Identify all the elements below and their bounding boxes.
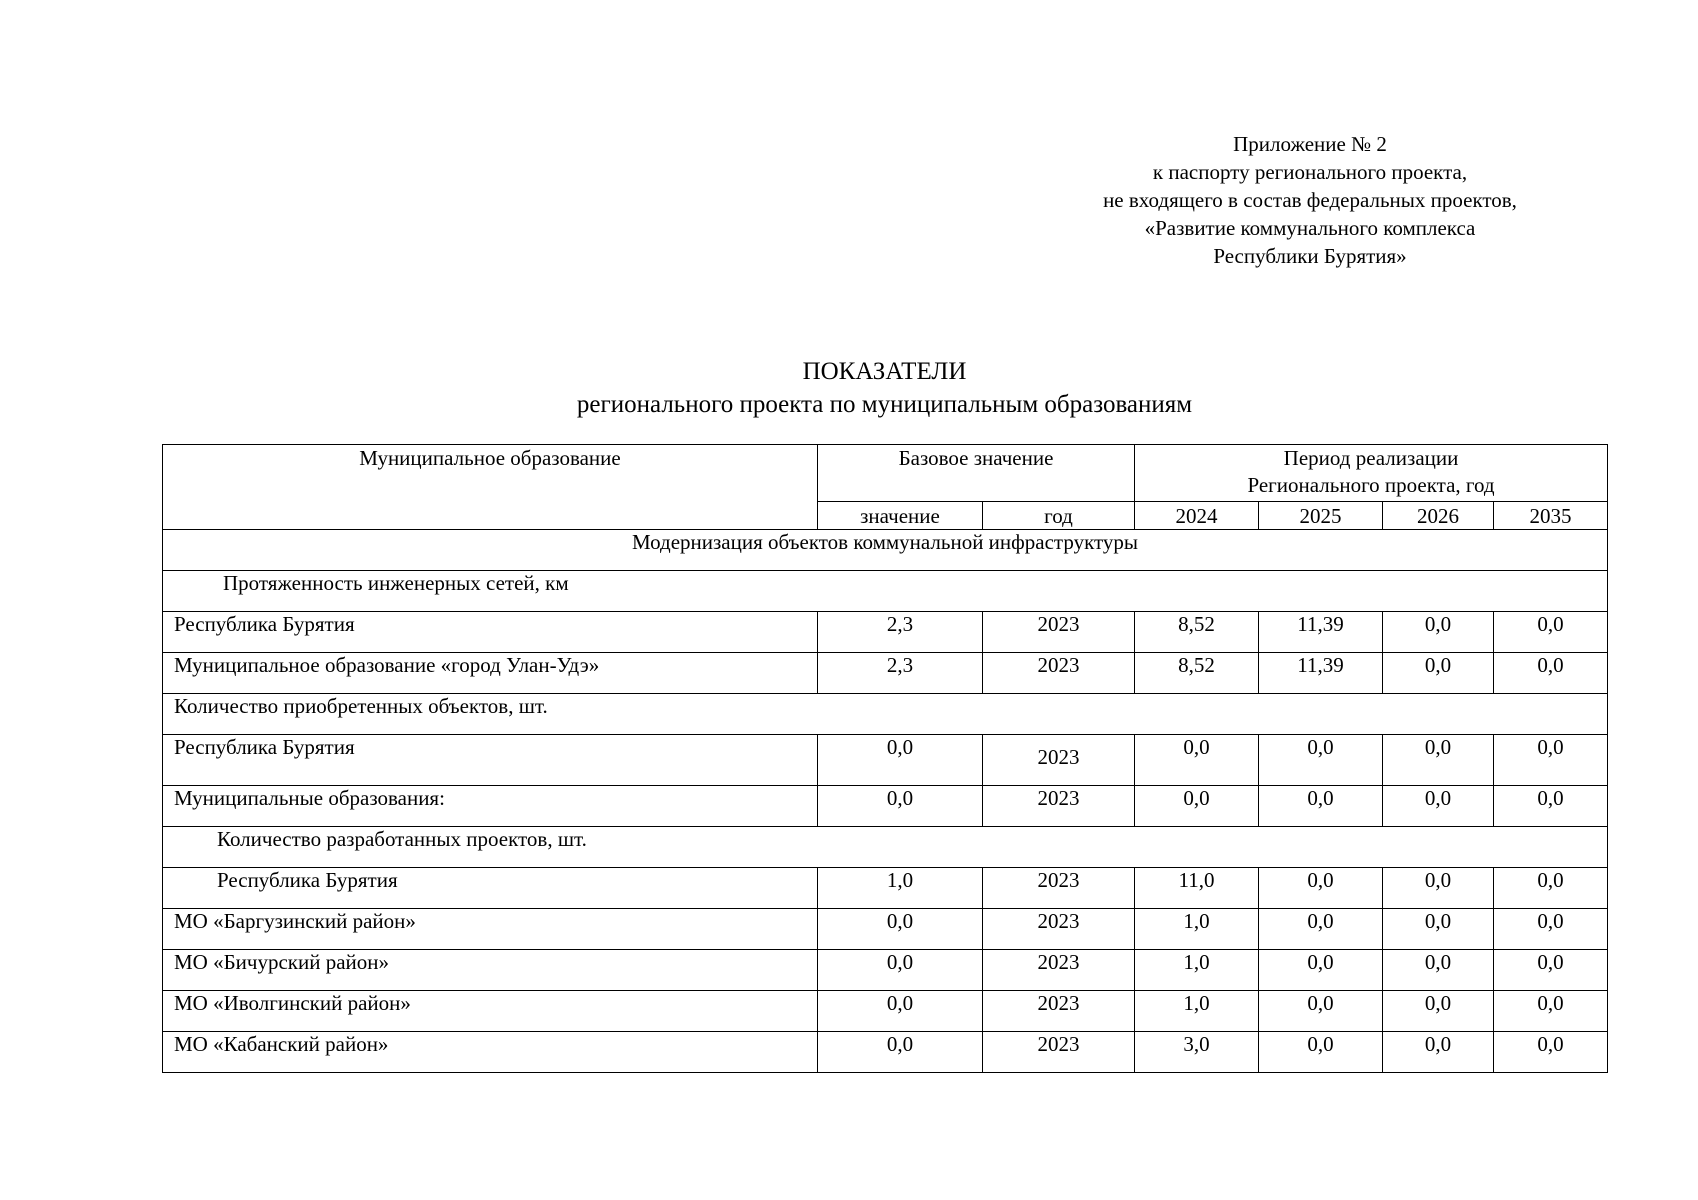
appendix-line: Приложение № 2 bbox=[1233, 132, 1387, 156]
cell-base-value: 0,0 bbox=[818, 991, 983, 1032]
indicators-table bbox=[162, 444, 1608, 1073]
cell-2035: 0,0 bbox=[1494, 735, 1608, 786]
cell-2024: 1,0 bbox=[1135, 909, 1259, 950]
table-row bbox=[163, 612, 1608, 653]
table-row bbox=[163, 786, 1608, 827]
cell-base-value: 0,0 bbox=[818, 909, 983, 950]
cell-2024: 0,0 bbox=[1135, 735, 1259, 786]
header-year-2026: 2026 bbox=[1383, 502, 1494, 530]
header-year-2025: 2025 bbox=[1259, 502, 1383, 530]
appendix-line: «Развитие коммунального комплекса bbox=[1144, 216, 1476, 240]
cell-2026: 0,0 bbox=[1383, 612, 1494, 653]
group-row bbox=[163, 571, 1608, 612]
cell-2035: 0,0 bbox=[1494, 1032, 1608, 1073]
header-year-2024: 2024 bbox=[1135, 502, 1259, 530]
cell-2026: 0,0 bbox=[1383, 909, 1494, 950]
group-title: Количество разработанных проектов, шт. bbox=[163, 827, 1608, 868]
table-row bbox=[163, 1032, 1608, 1073]
row-municipality: МО «Баргузинский район» bbox=[163, 909, 818, 950]
row-municipality: Муниципальное образование «город Улан-Удэ» bbox=[163, 653, 818, 694]
appendix-line: к паспорту регионального проекта, bbox=[1152, 160, 1468, 184]
row-municipality: МО «Бичурский район» bbox=[163, 950, 818, 991]
cell-2025: 0,0 bbox=[1259, 950, 1383, 991]
cell-2025: 0,0 bbox=[1259, 1032, 1383, 1073]
cell-base-value: 2,3 bbox=[818, 653, 983, 694]
section-title: Модернизация объектов коммунальной инфраструктуры bbox=[163, 530, 1608, 571]
appendix-block bbox=[1050, 130, 1570, 270]
group-row bbox=[163, 694, 1608, 735]
document-heading bbox=[162, 355, 1607, 421]
document-subtitle: регионального проекта по муниципальным образованиям bbox=[576, 391, 1193, 418]
cell-2025: 11,39 bbox=[1259, 653, 1383, 694]
cell-2035: 0,0 bbox=[1494, 786, 1608, 827]
header-period-line1: Период реализации bbox=[1283, 446, 1459, 470]
header-value: значение bbox=[818, 502, 983, 530]
cell-2025: 11,39 bbox=[1259, 612, 1383, 653]
cell-2035: 0,0 bbox=[1494, 868, 1608, 909]
document-title: ПОКАЗАТЕЛИ bbox=[802, 358, 967, 385]
cell-2026: 0,0 bbox=[1383, 786, 1494, 827]
cell-2025: 0,0 bbox=[1259, 786, 1383, 827]
table-row bbox=[163, 868, 1608, 909]
cell-2024: 0,0 bbox=[1135, 786, 1259, 827]
row-municipality: Республика Бурятия bbox=[163, 735, 818, 786]
cell-2025: 0,0 bbox=[1259, 868, 1383, 909]
cell-2025: 0,0 bbox=[1259, 909, 1383, 950]
table-row bbox=[163, 735, 1608, 786]
cell-base-value: 2,3 bbox=[818, 612, 983, 653]
cell-base-value: 0,0 bbox=[818, 950, 983, 991]
cell-2024: 1,0 bbox=[1135, 950, 1259, 991]
cell-base-value: 0,0 bbox=[818, 1032, 983, 1073]
row-municipality: МО «Кабанский район» bbox=[163, 1032, 818, 1073]
table-header-row bbox=[163, 445, 1608, 502]
cell-2026: 0,0 bbox=[1383, 653, 1494, 694]
cell-base-year: 2023 bbox=[983, 950, 1135, 991]
header-year-2035: 2035 bbox=[1494, 502, 1608, 530]
cell-2026: 0,0 bbox=[1383, 868, 1494, 909]
table-row bbox=[163, 991, 1608, 1032]
header-period bbox=[1135, 445, 1608, 502]
header-period-line2: Регионального проекта, год bbox=[1247, 473, 1495, 497]
cell-base-year: 2023 bbox=[983, 653, 1135, 694]
cell-base-value: 0,0 bbox=[818, 786, 983, 827]
cell-2024: 1,0 bbox=[1135, 991, 1259, 1032]
cell-2024: 11,0 bbox=[1135, 868, 1259, 909]
header-municipality: Муниципальное образование bbox=[163, 445, 818, 530]
header-year: год bbox=[983, 502, 1135, 530]
cell-base-year: 2023 bbox=[983, 1032, 1135, 1073]
cell-2025: 0,0 bbox=[1259, 991, 1383, 1032]
cell-base-year: 2023 bbox=[983, 786, 1135, 827]
cell-2025: 0,0 bbox=[1259, 735, 1383, 786]
appendix-line: Республики Бурятия» bbox=[1213, 244, 1407, 268]
cell-2026: 0,0 bbox=[1383, 950, 1494, 991]
cell-2024: 3,0 bbox=[1135, 1032, 1259, 1073]
header-base-value: Базовое значение bbox=[818, 445, 1135, 502]
appendix-line: не входящего в состав федеральных проектов, bbox=[1103, 188, 1517, 212]
cell-base-year: 2023 bbox=[983, 991, 1135, 1032]
table-row bbox=[163, 950, 1608, 991]
cell-base-year: 2023 bbox=[983, 868, 1135, 909]
group-title: Протяженность инженерных сетей, км bbox=[163, 571, 1608, 612]
cell-base-value: 1,0 bbox=[818, 868, 983, 909]
cell-base-year: 2023 bbox=[983, 909, 1135, 950]
cell-2035: 0,0 bbox=[1494, 653, 1608, 694]
cell-2024: 8,52 bbox=[1135, 612, 1259, 653]
cell-2026: 0,0 bbox=[1383, 1032, 1494, 1073]
cell-2035: 0,0 bbox=[1494, 909, 1608, 950]
group-title: Количество приобретенных объектов, шт. bbox=[163, 694, 1608, 735]
cell-2026: 0,0 bbox=[1383, 991, 1494, 1032]
cell-2035: 0,0 bbox=[1494, 991, 1608, 1032]
cell-base-year: 2023 bbox=[983, 612, 1135, 653]
cell-2026: 0,0 bbox=[1383, 735, 1494, 786]
section-row bbox=[163, 530, 1608, 571]
table-row bbox=[163, 909, 1608, 950]
cell-2024: 8,52 bbox=[1135, 653, 1259, 694]
cell-base-value: 0,0 bbox=[818, 735, 983, 786]
row-municipality: Республика Бурятия bbox=[163, 612, 818, 653]
table-row bbox=[163, 653, 1608, 694]
row-municipality: Республика Бурятия bbox=[163, 868, 818, 909]
cell-2035: 0,0 bbox=[1494, 950, 1608, 991]
group-row bbox=[163, 827, 1608, 868]
row-municipality: МО «Иволгинский район» bbox=[163, 991, 818, 1032]
row-municipality: Муниципальные образования: bbox=[163, 786, 818, 827]
cell-base-year: 2023 bbox=[983, 735, 1135, 786]
cell-2035: 0,0 bbox=[1494, 612, 1608, 653]
